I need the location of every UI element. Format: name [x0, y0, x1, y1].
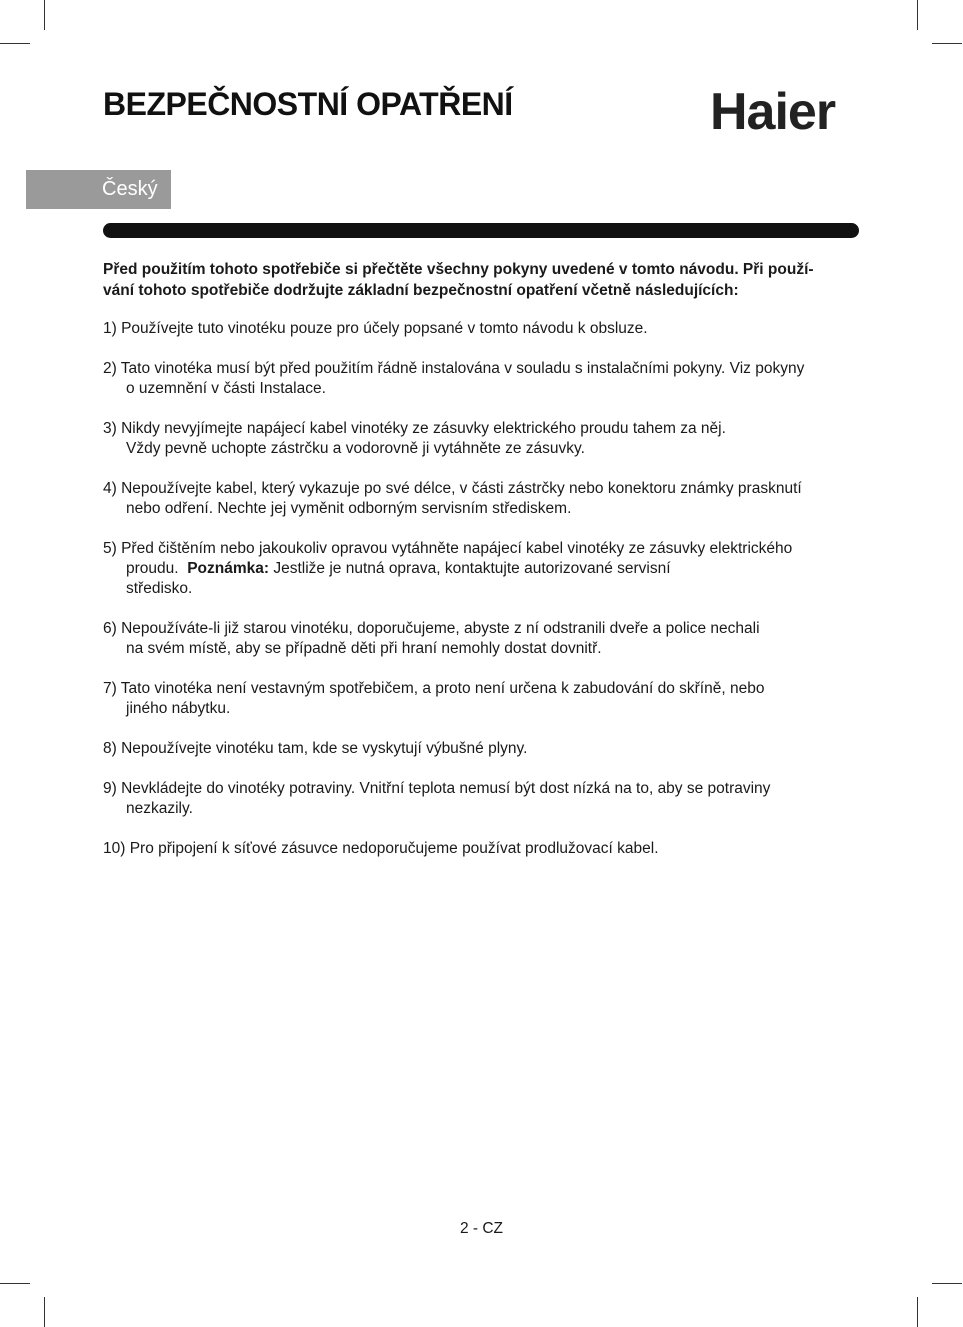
list-item-text: na svém místě, aby se případně děti při hraní nemohly dostat dovnitř.: [126, 640, 602, 657]
crop-mark: [917, 1297, 918, 1327]
list-item-text: 9) Nevkládejte do vinotéky potraviny. Vnitřní teplota nemusí být dost nízká na to, aby se potraviny: [103, 780, 771, 797]
crop-mark: [0, 1283, 30, 1284]
crop-mark: [932, 1283, 962, 1284]
list-item-text: 5) Před čištěním nebo jakoukoliv opravou vytáhněte napájecí kabel vinotéky ze zásuvky elektrického: [103, 540, 793, 557]
list-item: [103, 779, 863, 819]
list-item: [103, 679, 863, 719]
crop-mark: [0, 43, 30, 44]
page-number: 2 - CZ: [459, 1220, 504, 1237]
page-title: BEZPEČNOSTNÍ OPATŘENÍ: [103, 86, 513, 122]
list-item-text: jiného nábytku.: [126, 700, 231, 717]
safety-instructions-list: [103, 319, 863, 879]
list-item-text: 8) Nepoužívejte vinotéku tam, kde se vyskytují výbušné plyny.: [103, 740, 528, 757]
language-tab: Český: [26, 170, 171, 209]
crop-mark: [44, 0, 45, 30]
list-item-text: 1) Používejte tuto vinotéku pouze pro účely popsané v tomto návodu k obsluze.: [103, 320, 648, 337]
list-item: [103, 739, 863, 759]
list-item: [103, 319, 863, 339]
list-item: [103, 479, 863, 519]
list-item: [103, 839, 863, 859]
section-divider: [103, 223, 859, 238]
list-item-text: Vždy pevně uchopte zástrčku a vodorovně ji vytáhněte ze zásuvky.: [126, 440, 585, 457]
list-item: [103, 539, 863, 599]
list-item-text: středisko.: [126, 580, 193, 597]
list-item-text: proudu.: [126, 560, 179, 577]
intro-line: vání tohoto spotřebiče dodržujte základní bezpečnostní opatření včetně následujících:: [103, 282, 739, 299]
list-item-text: nezkazily.: [126, 800, 193, 817]
note-label: Poznámka:: [187, 560, 270, 577]
list-item-text: [103, 559, 863, 579]
list-item-text: 4) Nepoužívejte kabel, který vykazuje po své délce, v části zástrčky nebo konektoru známky prasknutí: [103, 480, 802, 497]
list-item: [103, 419, 863, 459]
list-item-text: nebo odření. Nechte jej vyměnit odborným servisním střediskem.: [126, 500, 572, 517]
crop-mark: [932, 43, 962, 44]
crop-mark: [917, 0, 918, 30]
list-item-text: o uzemnění v části Instalace.: [126, 380, 326, 397]
list-item: [103, 619, 863, 659]
haier-logo: Haier: [710, 83, 836, 141]
list-item-text: 2) Tato vinotéka musí být před použitím řádně instalována v souladu s instalačními pokyny. Viz pokyny: [103, 360, 805, 377]
list-item: [103, 359, 863, 399]
intro-line: Před použitím tohoto spotřebiče si přečtěte všechny pokyny uvedené v tomto návodu. Při použí-: [103, 261, 814, 278]
list-item-text: 10) Pro připojení k síťové zásuvce nedoporučujeme používat prodlužovací kabel.: [103, 840, 659, 857]
crop-mark: [44, 1297, 45, 1327]
list-item-text: 7) Tato vinotéka není vestavným spotřebičem, a proto není určena k zabudování do skříně, nebo: [103, 680, 765, 697]
list-item-text: 6) Nepoužíváte-li již starou vinotéku, doporučujeme, abyste z ní odstranili dveře a police nechali: [103, 620, 760, 637]
list-item-text: 3) Nikdy nevyjímejte napájecí kabel vinotéky ze zásuvky elektrického proudu tahem za něj.: [103, 420, 726, 437]
intro-paragraph: [103, 259, 859, 301]
list-item-text: Jestliže je nutná oprava, kontaktujte autorizované servisní: [273, 560, 671, 577]
